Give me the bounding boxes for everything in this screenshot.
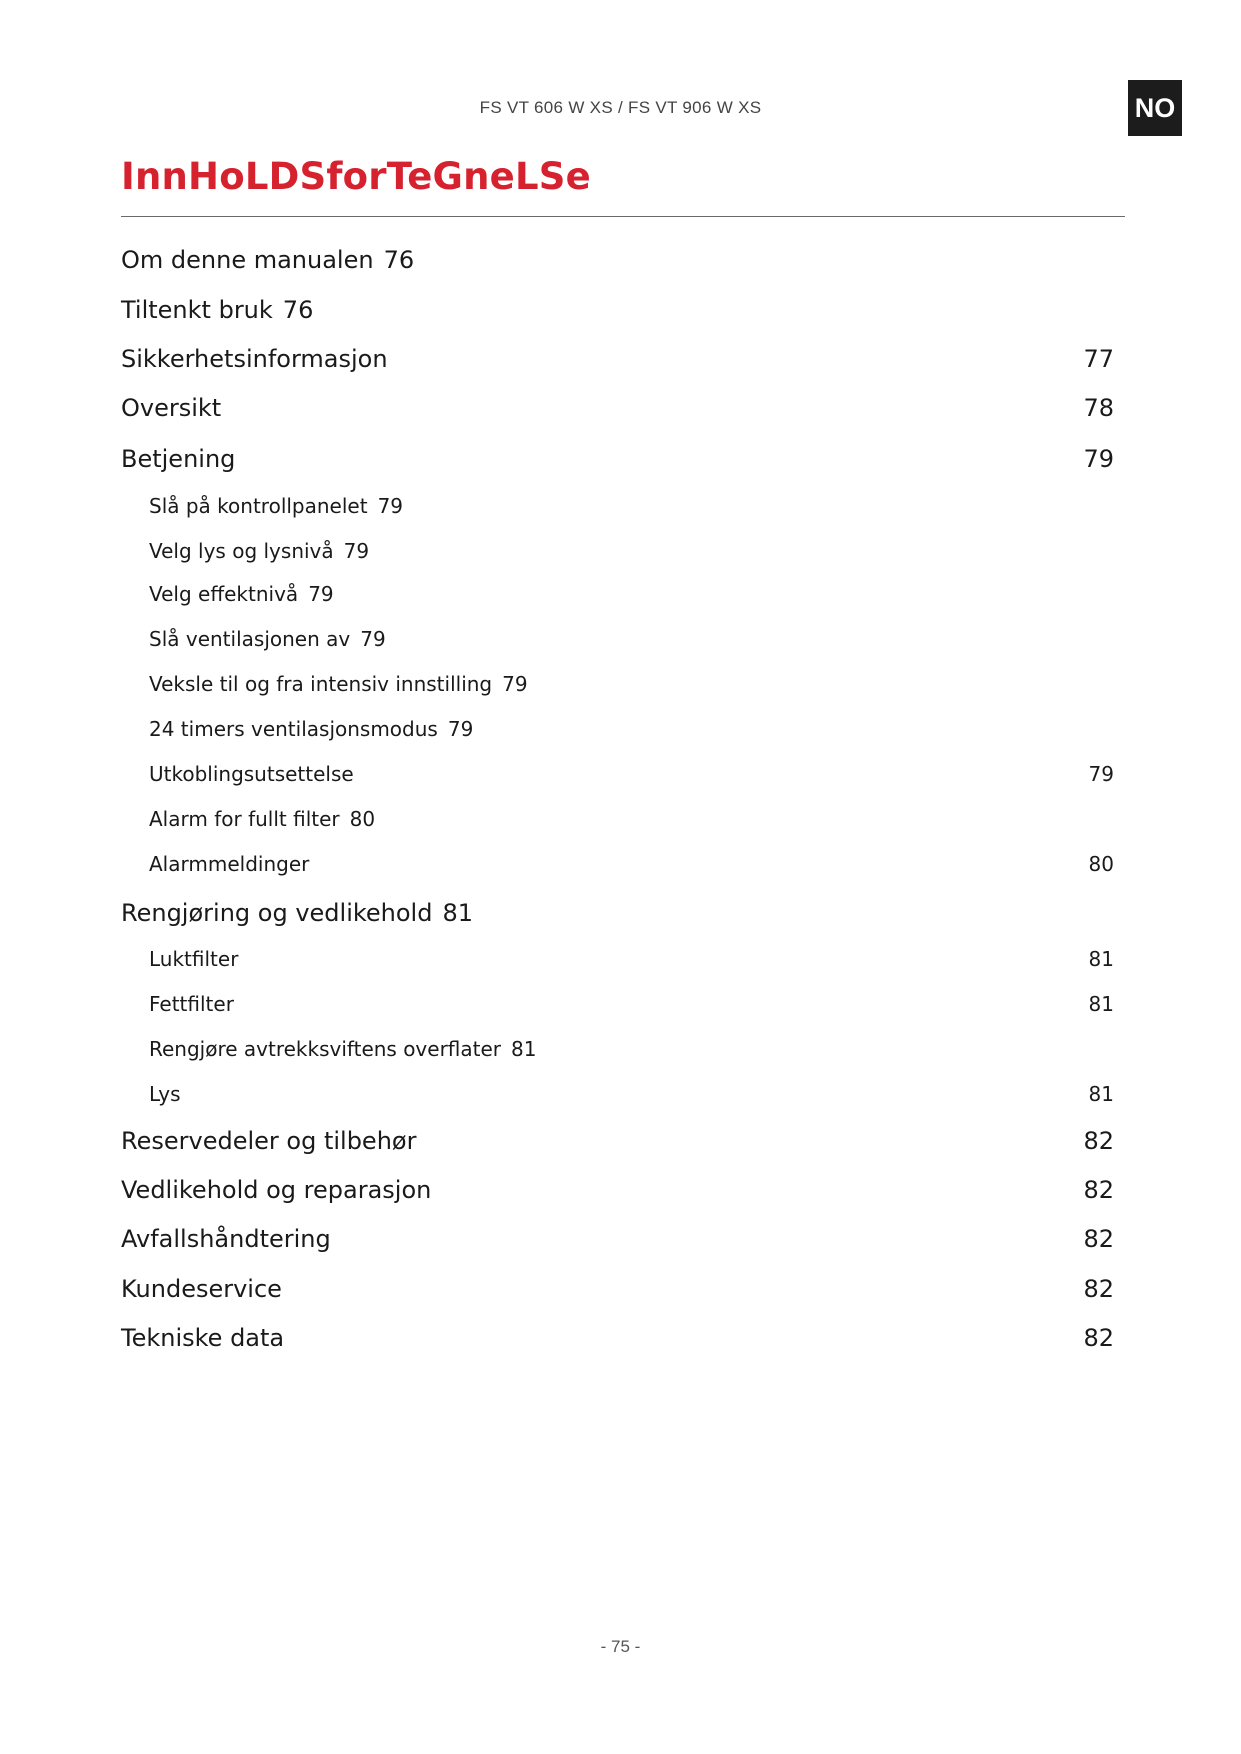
toc-entry-page: 82 — [1083, 1127, 1114, 1155]
toc-entry-page: 79 — [377, 494, 404, 518]
toc-entry-page: 77 — [1083, 345, 1114, 373]
toc-entry-label: Tekniske data — [121, 1324, 285, 1352]
toc-entry-page: 81 — [511, 1037, 537, 1061]
toc-entry-label: Velg lys og lysnivå 79 — [149, 539, 370, 563]
toc-entry-label: Kundeservice — [121, 1275, 282, 1303]
toc-entry-label: Velg effektnivå 79 — [149, 582, 334, 606]
toc-entry-page: 82 — [1083, 1275, 1114, 1303]
toc-entry-page: 82 — [1083, 1225, 1114, 1253]
toc-entry-page: 81 — [1088, 1082, 1114, 1106]
toc-entry-label: Reservedeler og tilbehør — [121, 1127, 417, 1155]
toc-entry-page: 79 — [502, 672, 528, 696]
toc-entry-label: Rengjøring og vedlikehold 81 — [121, 899, 474, 927]
toc-entry-label: Vedlikehold og reparasjon — [121, 1176, 432, 1204]
toc-entry-label: Alarmmeldinger — [149, 852, 310, 876]
toc-entry-page: 81 — [1088, 947, 1114, 971]
toc-entry-label: Slå ventilasjonen av 79 — [149, 627, 386, 651]
toc-entry-page: 79 — [447, 717, 474, 741]
toc-entry-page: 82 — [1083, 1324, 1114, 1352]
toc-entry-page: 79 — [1088, 762, 1114, 786]
page-number: - 75 - — [600, 1637, 641, 1656]
toc-entry-page: 79 — [343, 539, 370, 563]
toc-entry-label: 24 timers ventilasjonsmodus 79 — [149, 717, 474, 741]
toc-entry-label: Tiltenkt bruk 76 — [121, 296, 314, 324]
toc-entry-page: 80 — [349, 807, 376, 831]
toc-entry-page: 79 — [308, 582, 334, 606]
toc-entry-label: Veksle til og fra intensiv innstilling 79 — [149, 672, 528, 696]
toc-entry-label: Slå på kontrollpanelet 79 — [149, 494, 404, 518]
toc-entry-page: 76 — [383, 246, 415, 274]
toc-entry-label: Avfallshåndtering — [121, 1225, 331, 1253]
toc-entry-label: Utkoblingsutsettelse — [149, 762, 354, 786]
page-title: InnHoLDSforTeGneLSe — [121, 155, 591, 198]
toc-entry-page: 80 — [1088, 852, 1114, 876]
toc-entry-page: 78 — [1083, 394, 1114, 422]
toc-entry-label: Alarm for fullt filter 80 — [149, 807, 376, 831]
title-divider — [121, 216, 1125, 217]
toc-entry-label: Fettfilter — [149, 992, 234, 1016]
toc-entry-page: 81 — [442, 899, 474, 927]
toc-entry-page: 81 — [1088, 992, 1114, 1016]
toc-entry-label: Luktfilter — [149, 947, 239, 971]
toc-entry-page: 79 — [1083, 445, 1114, 473]
toc-entry-label: Lys — [149, 1082, 181, 1106]
toc-entry-page: 82 — [1083, 1176, 1114, 1204]
document-model-header: FS VT 606 W XS / FS VT 906 W XS — [479, 98, 762, 117]
toc-entry-label: Betjening — [121, 445, 236, 473]
language-badge: NO — [1128, 80, 1182, 136]
toc-entry-label: Rengjøre avtrekksviftens overflater 81 — [149, 1037, 537, 1061]
toc-entry-page: 79 — [360, 627, 386, 651]
toc-entry-label: Sikkerhetsinformasjon — [121, 345, 388, 373]
toc-entry-page: 76 — [282, 296, 314, 324]
toc-entry-label: Oversikt — [121, 394, 222, 422]
toc-entry-label: Om denne manualen 76 — [121, 246, 415, 274]
